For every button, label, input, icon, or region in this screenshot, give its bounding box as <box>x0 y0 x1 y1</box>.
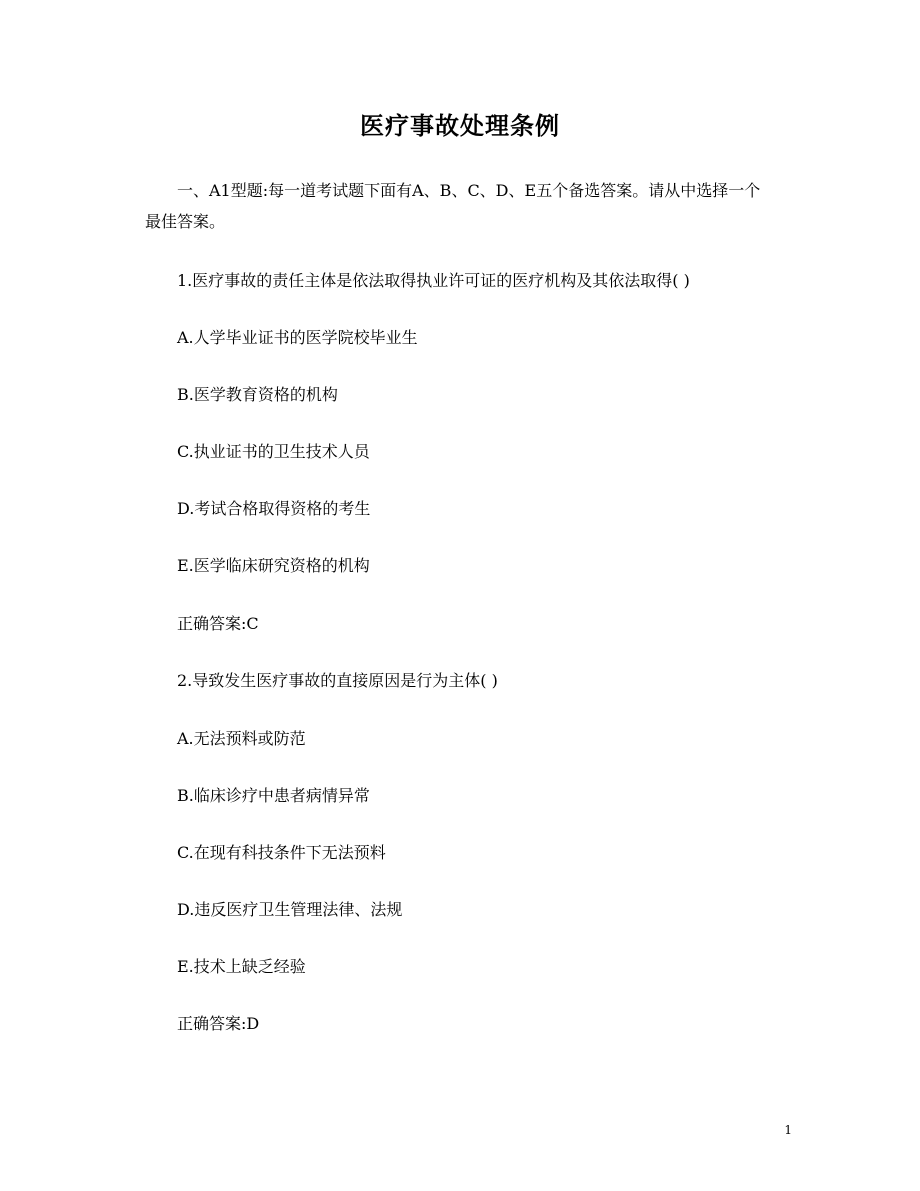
question-1-option-b: B.医学教育资格的机构 <box>177 385 338 404</box>
question-2-stem: 2.导致发生医疗事故的直接原因是行为主体( ) <box>177 671 498 690</box>
question-2-option-d: D.违反医疗卫生管理法律、法规 <box>177 900 403 919</box>
question-1-answer: 正确答案:C <box>177 614 259 633</box>
question-2-answer: 正确答案:D <box>177 1014 260 1033</box>
question-1-option-a: A.人学毕业证书的医学院校毕业生 <box>177 328 418 347</box>
question-1-option-e: E.医学临床研究资格的机构 <box>177 556 370 575</box>
question-2-option-b: B.临床诊疗中患者病情异常 <box>177 786 370 805</box>
question-2-option-e: E.技术上缺乏经验 <box>177 957 306 976</box>
document-title: 医疗事故处理条例 <box>360 111 560 140</box>
page-number: 1 <box>784 1123 792 1137</box>
question-1-option-d: D.考试合格取得资格的考生 <box>177 499 371 518</box>
question-1-option-c: C.执业证书的卫生技术人员 <box>177 442 370 461</box>
question-2-option-c: C.在现有科技条件下无法预料 <box>177 843 386 862</box>
section-intro: 一、A1型题:每一道考试题下面有A、B、C、D、E五个备选答案。请从中选择一个最佳答案。 <box>145 181 761 231</box>
question-1-stem: 1.医疗事故的责任主体是依法取得执业许可证的医疗机构及其依法取得( ) <box>177 271 690 290</box>
question-2-option-a: A.无法预料或防范 <box>177 729 306 748</box>
